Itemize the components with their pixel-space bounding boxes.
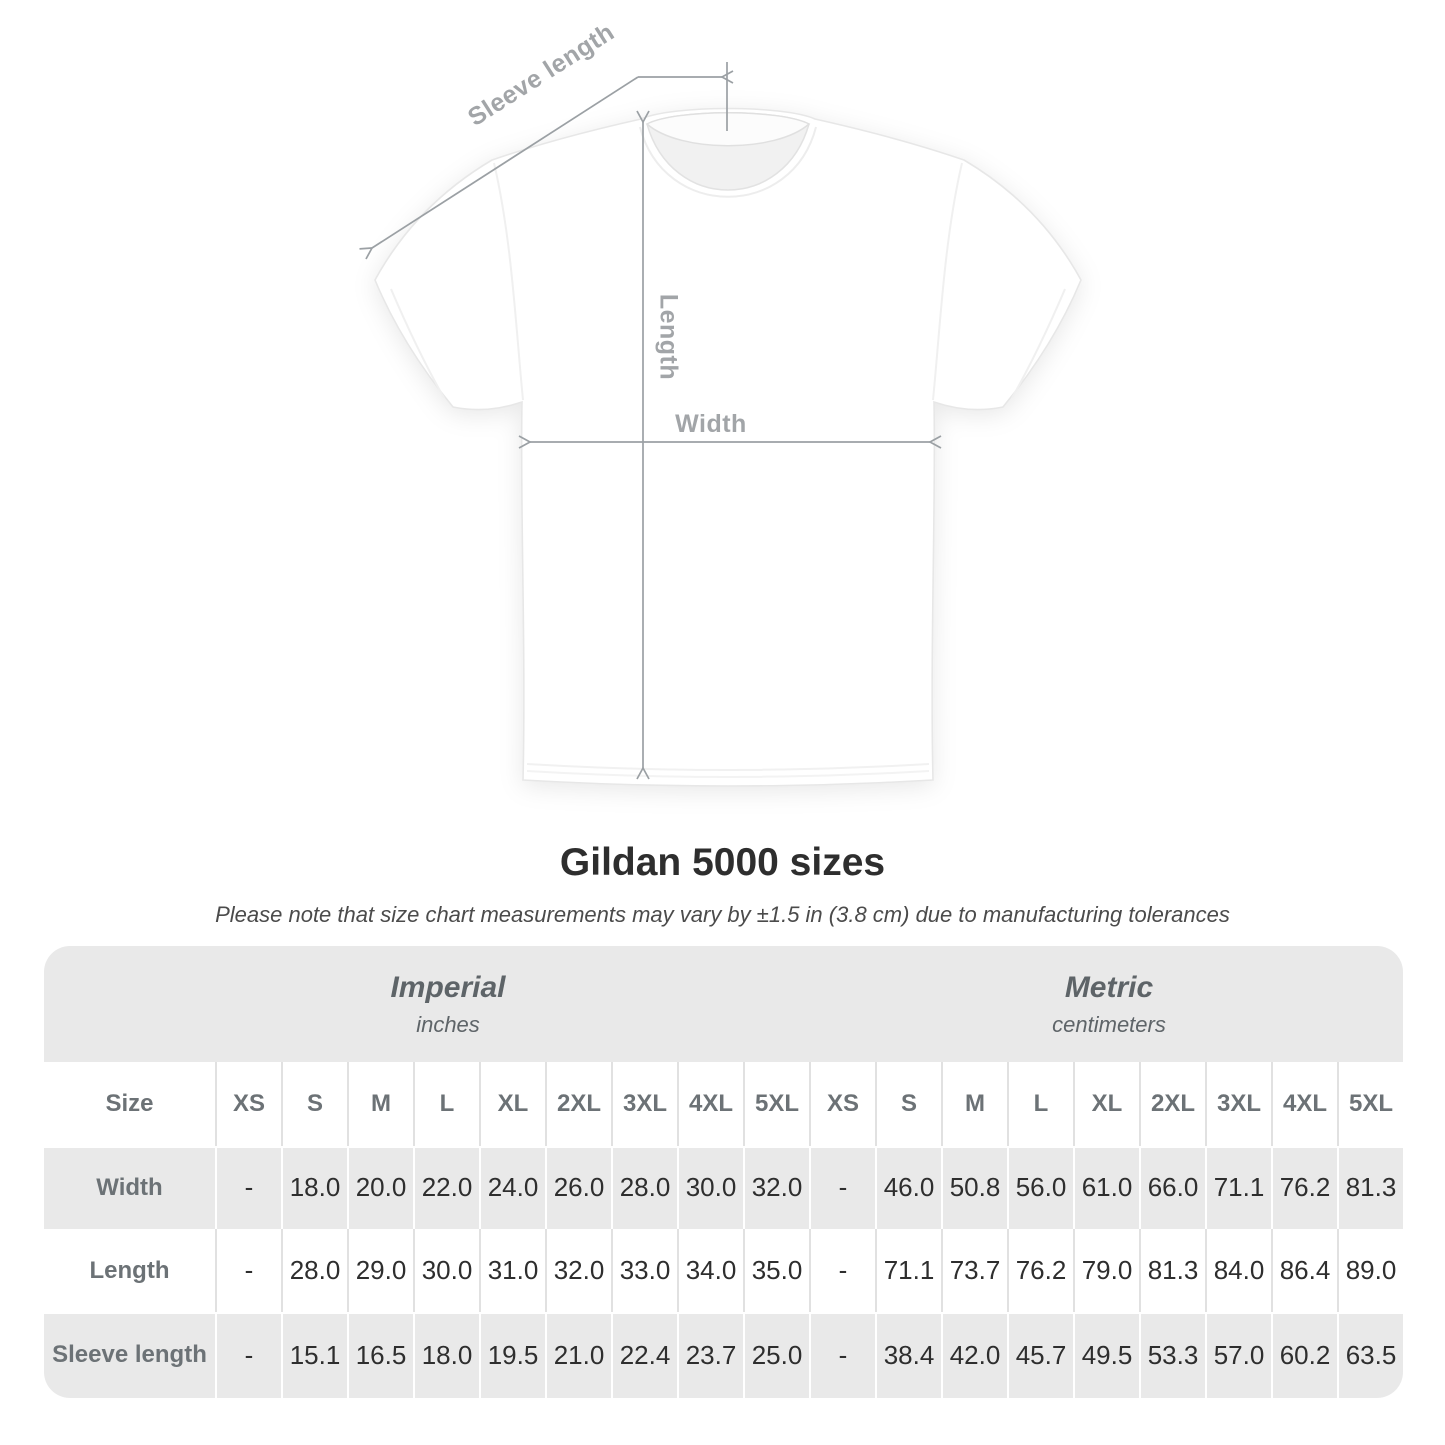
measurement-value: 30.0 <box>677 1146 743 1229</box>
measurement-value: 29.0 <box>347 1229 413 1312</box>
size-column-header: Size <box>44 1062 215 1146</box>
measurement-value: - <box>215 1229 281 1312</box>
measurement-value: 34.0 <box>677 1229 743 1312</box>
measurement-value: 35.0 <box>743 1229 809 1312</box>
row-label: Length <box>44 1229 215 1312</box>
measurement-value: 50.8 <box>941 1146 1007 1229</box>
sleeve-length-label: Sleeve length <box>463 17 620 132</box>
row-label: Sleeve length <box>44 1312 215 1398</box>
measurement-value: 42.0 <box>941 1312 1007 1398</box>
measurement-value: 56.0 <box>1007 1146 1073 1229</box>
size-header-s: S <box>875 1062 941 1146</box>
metric-group-header <box>1052 946 1166 1062</box>
unit-band <box>44 946 1403 1062</box>
size-header-xs: XS <box>215 1062 281 1146</box>
measurement-value: 28.0 <box>611 1146 677 1229</box>
measurement-value: 31.0 <box>479 1229 545 1312</box>
measurement-value: 71.1 <box>875 1229 941 1312</box>
size-header-m: M <box>347 1062 413 1146</box>
page-title: Gildan 5000 sizes <box>559 841 886 884</box>
imperial-group-header <box>390 946 505 1062</box>
size-grid <box>44 1062 1403 1398</box>
width-label: Width <box>675 410 747 438</box>
measurement-value: 45.7 <box>1007 1312 1073 1398</box>
measurement-value: 24.0 <box>479 1146 545 1229</box>
measurement-value: 86.4 <box>1271 1229 1337 1312</box>
measurement-value: - <box>809 1146 875 1229</box>
tshirt-graphic <box>375 109 1081 787</box>
measurement-value: 18.0 <box>281 1146 347 1229</box>
measurement-value: 16.5 <box>347 1312 413 1398</box>
size-header-2xl: 2XL <box>1139 1062 1205 1146</box>
measurement-value: 71.1 <box>1205 1146 1271 1229</box>
measurement-value: 18.0 <box>413 1312 479 1398</box>
size-header-3xl: 3XL <box>1205 1062 1271 1146</box>
imperial-label: Imperial <box>390 970 506 1004</box>
measurement-value: - <box>215 1312 281 1398</box>
measurement-value: - <box>809 1229 875 1312</box>
size-table <box>44 946 1403 1398</box>
size-header-xl: XL <box>1073 1062 1139 1146</box>
measurement-value: 23.7 <box>677 1312 743 1398</box>
measurement-value: 20.0 <box>347 1146 413 1229</box>
measurement-value: 22.0 <box>413 1146 479 1229</box>
size-header-2xl: 2XL <box>545 1062 611 1146</box>
size-header-l: L <box>1007 1062 1073 1146</box>
measurement-value: 81.3 <box>1139 1229 1205 1312</box>
size-header-4xl: 4XL <box>1271 1062 1337 1146</box>
size-header-xs: XS <box>809 1062 875 1146</box>
metric-unit-label: centimeters <box>1052 1011 1166 1037</box>
size-header-l: L <box>413 1062 479 1146</box>
imperial-unit-label: inches <box>416 1011 480 1037</box>
measurement-value: 33.0 <box>611 1229 677 1312</box>
row-label: Width <box>44 1146 215 1229</box>
measurement-value: 84.0 <box>1205 1229 1271 1312</box>
measurement-value: 66.0 <box>1139 1146 1205 1229</box>
size-header-m: M <box>941 1062 1007 1146</box>
measurement-value: 28.0 <box>281 1229 347 1312</box>
length-label: Length <box>654 293 683 381</box>
measurement-value: - <box>215 1146 281 1229</box>
measurement-value: 89.0 <box>1337 1229 1403 1312</box>
measurement-value: 53.3 <box>1139 1312 1205 1398</box>
measurement-value: 15.1 <box>281 1312 347 1398</box>
page-subtitle: Please note that size chart measurements may vary by ±1.5 in (3.8 cm) due to manufacturing tolerances <box>215 902 1230 927</box>
size-header-4xl: 4XL <box>677 1062 743 1146</box>
measurement-value: 38.4 <box>875 1312 941 1398</box>
measurement-value: 26.0 <box>545 1146 611 1229</box>
measurement-value: 57.0 <box>1205 1312 1271 1398</box>
measurement-value: 25.0 <box>743 1312 809 1398</box>
measurement-value: 76.2 <box>1271 1146 1337 1229</box>
measurement-value: 63.5 <box>1337 1312 1403 1398</box>
measurement-value: 79.0 <box>1073 1229 1139 1312</box>
measurement-value: 61.0 <box>1073 1146 1139 1229</box>
measurement-value: 32.0 <box>743 1146 809 1229</box>
size-header-xl: XL <box>479 1062 545 1146</box>
size-header-5xl: 5XL <box>1337 1062 1403 1146</box>
measurement-value: 19.5 <box>479 1312 545 1398</box>
measurement-value: - <box>809 1312 875 1398</box>
measurement-value: 32.0 <box>545 1229 611 1312</box>
measurement-value: 73.7 <box>941 1229 1007 1312</box>
metric-label: Metric <box>1064 970 1154 1004</box>
size-header-s: S <box>281 1062 347 1146</box>
measurement-value: 46.0 <box>875 1146 941 1229</box>
size-header-5xl: 5XL <box>743 1062 809 1146</box>
measurement-value: 81.3 <box>1337 1146 1403 1229</box>
measurement-value: 60.2 <box>1271 1312 1337 1398</box>
measurement-value: 21.0 <box>545 1312 611 1398</box>
measurement-value: 76.2 <box>1007 1229 1073 1312</box>
measurement-value: 22.4 <box>611 1312 677 1398</box>
measurement-value: 49.5 <box>1073 1312 1139 1398</box>
size-header-3xl: 3XL <box>611 1062 677 1146</box>
measurement-value: 30.0 <box>413 1229 479 1312</box>
shirt-body <box>375 109 1081 787</box>
